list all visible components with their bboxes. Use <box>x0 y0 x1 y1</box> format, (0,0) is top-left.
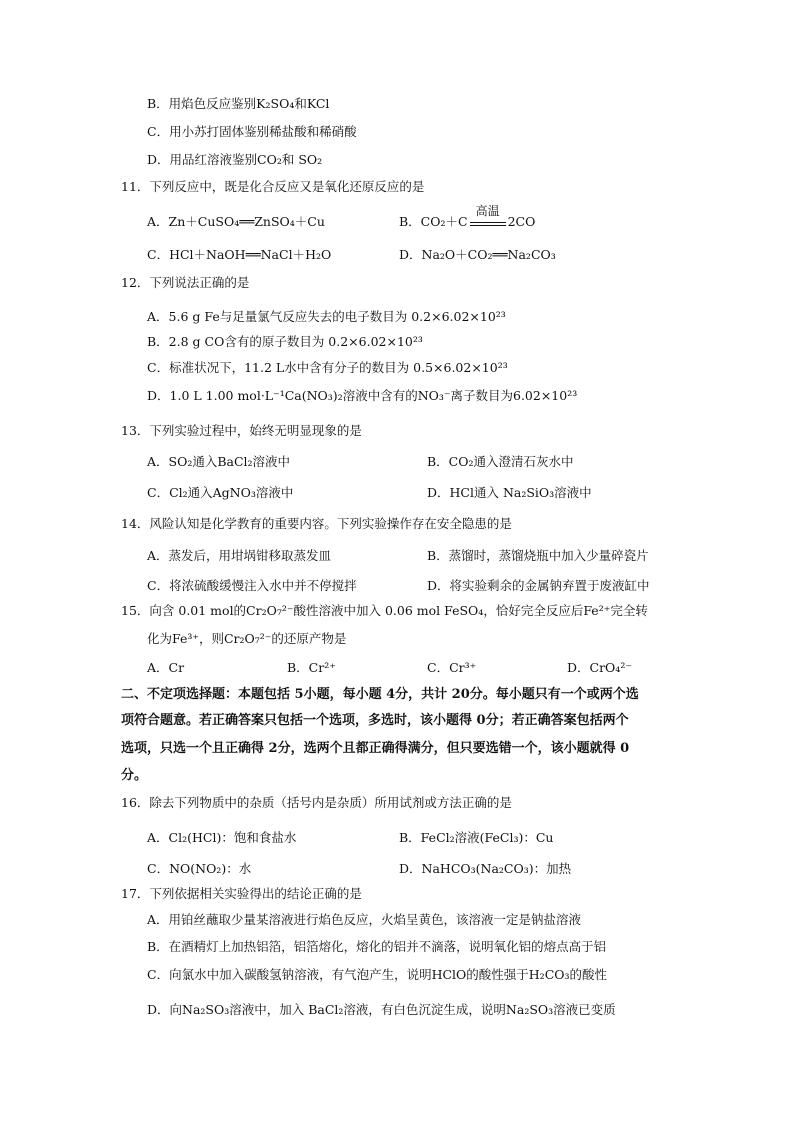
q11-option-c: C．HCl＋NaOH══NaCl＋H₂O <box>147 247 332 262</box>
section-2-line3: 选项，只选一个且正确得 2分，选两个且都正确得满分，但只要选错一个，该小题就得 0 <box>121 741 630 756</box>
q17-option-b: B．在酒精灯上加热铝箔，铝箔熔化，熔化的铝并不滴落，说明氧化铝的熔点高于铝 <box>147 939 607 954</box>
q13-option-a: A．SO₂通入BaCl₂溶液中 <box>147 454 291 469</box>
q15-option-c: C．Cr³⁺ <box>427 660 477 675</box>
section-2-line2: 项符合题意。若正确答案只包括一个选项，多选时，该小题得 0分；若正确答案包括两个 <box>121 713 629 728</box>
q12-option-a: A．5.6 g Fe与足量氯气反应失去的电子数目为 0.2×6.02×10²³ <box>147 309 506 324</box>
q12-option-d: D．1.0 L 1.00 mol·L⁻¹Ca(NO₃)₂溶液中含有的NO₃⁻离子数目为6.02×10²³ <box>147 388 578 403</box>
q12-option-c: C．标准状况下，11.2 L水中含有分子的数目为 0.5×6.02×10²³ <box>147 360 508 375</box>
reaction-condition: 高温 <box>475 204 500 218</box>
section-2-line4: 分。 <box>121 768 148 783</box>
reaction-arrow-with-condition <box>470 204 506 226</box>
q16-option-d: D．NaHCO₃(Na₂CO₃)：加热 <box>399 861 572 876</box>
q13-option-d: D．HCl通入 Na₂SiO₃溶液中 <box>427 485 592 500</box>
q16-option-c: C．NO(NO₂)：水 <box>147 861 252 876</box>
q14-option-a: A．蒸发后，用坩埚钳移取蒸发皿 <box>147 548 332 563</box>
q15-stem-line2: 化为Fe³⁺，则Cr₂O₇²⁻的还原产物是 <box>147 631 347 646</box>
q12-stem: 12．下列说法正确的是 <box>121 275 250 290</box>
q13-stem: 13．下列实验过程中，始终无明显现象的是 <box>121 423 362 438</box>
q17-option-d: D．向Na₂SO₃溶液中，加入 BaCl₂溶液，有白色沉淀生成，说明Na₂SO₃溶液已变质 <box>147 1002 616 1017</box>
q15-option-d: D．CrO₄²⁻ <box>567 660 632 675</box>
q10-option-d: D．用品红溶液鉴别CO₂和 SO₂ <box>147 152 323 167</box>
q10-option-b: B．用焰色反应鉴别K₂SO₄和KCl <box>147 96 330 111</box>
q11-option-b-product: 2CO <box>507 214 536 229</box>
q13-option-b: B．CO₂通入澄清石灰水中 <box>427 454 574 469</box>
q15-option-a: A．Cr <box>147 660 185 675</box>
q11-option-a: A．Zn＋CuSO₄══ZnSO₄＋Cu <box>147 214 325 229</box>
q16-option-a: A．Cl₂(HCl)：饱和食盐水 <box>147 830 297 845</box>
q11-option-b <box>399 204 536 231</box>
q14-option-b: B．蒸馏时，蒸馏烧瓶中加入少量碎瓷片 <box>427 548 649 563</box>
q11-option-b-reactants: B．CO₂＋C <box>399 214 468 229</box>
q11-stem: 11．下列反应中，既是化合反应又是氧化还原反应的是 <box>121 179 425 194</box>
q16-option-b: B．FeCl₂溶液(FeCl₃)：Cu <box>399 830 554 845</box>
q16-stem: 16．除去下列物质中的杂质（括号内是杂质）所用试剂或方法正确的是 <box>121 795 512 810</box>
q14-option-d: D．将实验剩余的金属钠弃置于废液缸中 <box>427 578 650 593</box>
q12-option-b: B．2.8 g CO含有的原子数目为 0.2×6.02×10²³ <box>147 334 423 349</box>
q17-option-a: A．用铂丝蘸取少量某溶液进行焰色反应，火焰呈黄色，该溶液一定是钠盐溶液 <box>147 912 582 927</box>
q17-option-c: C．向氯水中加入碳酸氢钠溶液，有气泡产生，说明HClO的酸性强于H₂CO₃的酸性 <box>147 967 608 982</box>
q10-option-c: C．用小苏打固体鉴别稀盐酸和稀硝酸 <box>147 124 357 139</box>
q17-stem: 17．下列依据相关实验得出的结论正确的是 <box>121 886 362 901</box>
q11-option-d: D．Na₂O＋CO₂══Na₂CO₃ <box>399 247 556 262</box>
section-2-line1: 二、不定项选择题：本题包括 5小题，每小题 4分，共计 20分。每小题只有一个或两个选 <box>121 687 639 702</box>
equals-bar <box>470 222 506 226</box>
q13-option-c: C．Cl₂通入AgNO₃溶液中 <box>147 485 294 500</box>
q14-option-c: C．将浓硫酸缓慢注入水中并不停搅拌 <box>147 578 357 593</box>
q15-stem-line1: 15．向含 0.01 mol的Cr₂O₇²⁻酸性溶液中加入 0.06 mol FeSO₄，恰好完全反应后Fe²⁺完全转 <box>121 603 648 618</box>
q14-stem: 14．风险认知是化学教育的重要内容。下列实验操作存在安全隐患的是 <box>121 516 512 531</box>
q15-option-b: B．Cr²⁺ <box>287 660 336 675</box>
